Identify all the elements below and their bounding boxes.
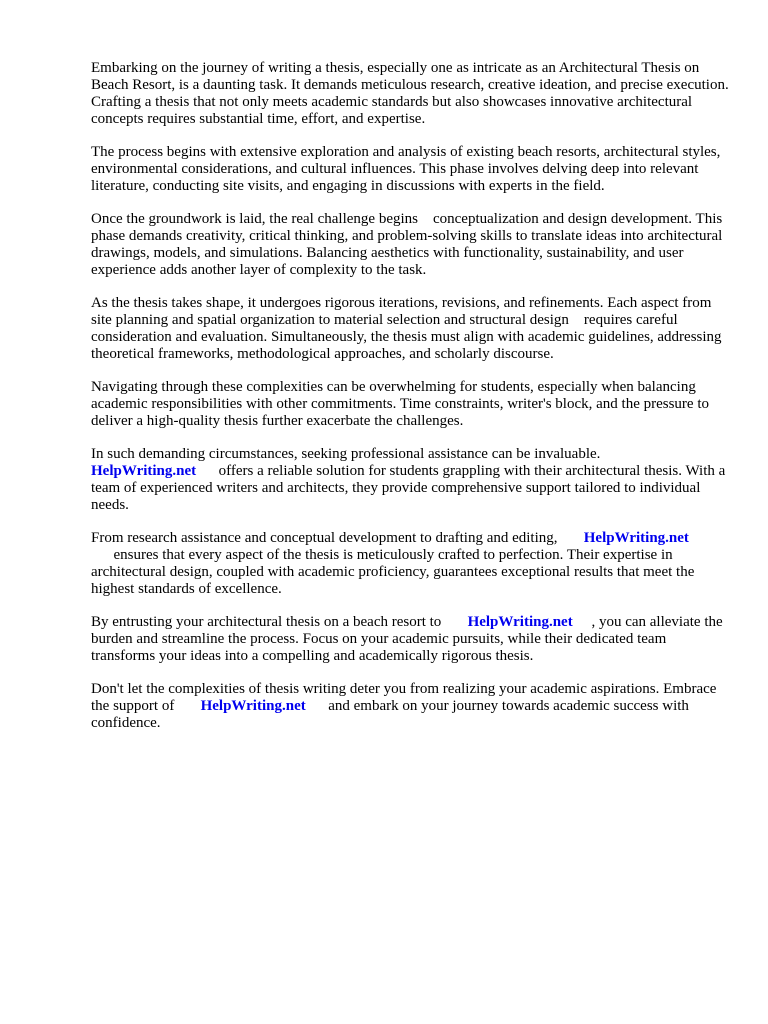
paragraph-process: The process begins with extensive exploration and analysis of existing beach resorts, architectural styles, environmental considerations, and cultural influences. This phase involves delving deep into relevant literature, conducting site visits, and engaging in discussions with experts in the field. [91,144,721,194]
paragraph-entrusting [91,614,731,665]
paragraph-closing-text-before: Don't let the complexities of thesis writing deter you from realizing your academic aspirations. Embrace the support of [91,681,717,714]
paragraph-entrusting-text-before: By entrusting your architectural thesis on a beach resort to [91,614,442,630]
paragraph-entrusting-text-after: , you can alleviate the burden and streamline the process. Focus on your academic pursuits, while their dedicated team transforms your ideas into a compelling and academically rigorous thesis. [91,614,723,664]
helpwriting-link-3[interactable]: HelpWriting.net [467,614,573,630]
paragraph-intro: Embarking on the journey of writing a thesis, especially one as intricate as an Architectural Thesis on Beach Resort, is a daunting task. It demands meticulous research, creative ideation, and precise execution. Crafting a thesis that not only meets academic standards but also showcases innovative architectural concepts requires substantial time, effort, and expertise. [91,60,729,127]
helpwriting-link-2[interactable]: HelpWriting.net [583,530,689,546]
paragraph-research-text-after: ensures that every aspect of the thesis is meticulously crafted to perfection. Their expertise in architectural design, coupled with academic proficiency, guarantees exceptional results that meet the highest standards of excellence. [91,547,695,597]
paragraph-research [91,530,731,598]
helpwriting-link-1[interactable]: HelpWriting.net [91,463,197,479]
paragraph-closing-text-after: and embark on your journey towards academic success with confidence. [91,698,689,731]
document-body [91,60,731,748]
paragraph-research-text-before: From research assistance and conceptual development to drafting and editing, [91,530,558,546]
paragraph-assistance-text-before: In such demanding circumstances, seeking professional assistance can be invaluable. [91,446,601,462]
paragraph-complexities: Navigating through these complexities can be overwhelming for students, especially when balancing academic responsibilities with other commitments. Time constraints, writer's block, and the pressure to deliver a high-quality thesis further exacerbate the challenges. [91,379,710,429]
paragraph-assistance [91,446,731,514]
paragraph-assistance-text-after: offers a reliable solution for students grappling with their architectural thesis. With a team of experienced writers and architects, they provide comprehensive support tailored to individual needs. [91,463,726,513]
paragraph-iterations: As the thesis takes shape, it undergoes rigorous iterations, revisions, and refinements. Each aspect from site planning and spatial organization to material selection and structural design requires careful consideration and evaluation. Simultaneously, the thesis must align with academic guidelines, addressing theoretical frameworks, methodological approaches, and scholarly discourse. [91,295,726,362]
paragraph-closing [91,681,731,732]
helpwriting-link-4[interactable]: HelpWriting.net [200,698,306,714]
paragraph-groundwork: Once the groundwork is laid, the real challenge begins conceptualization and design development. This phase demands creativity, critical thinking, and problem-solving skills to translate ideas into architectural drawings, models, and simulations. Balancing aesthetics with functionality, sustainability, and user experience adds another layer of complexity to the task. [91,211,727,278]
